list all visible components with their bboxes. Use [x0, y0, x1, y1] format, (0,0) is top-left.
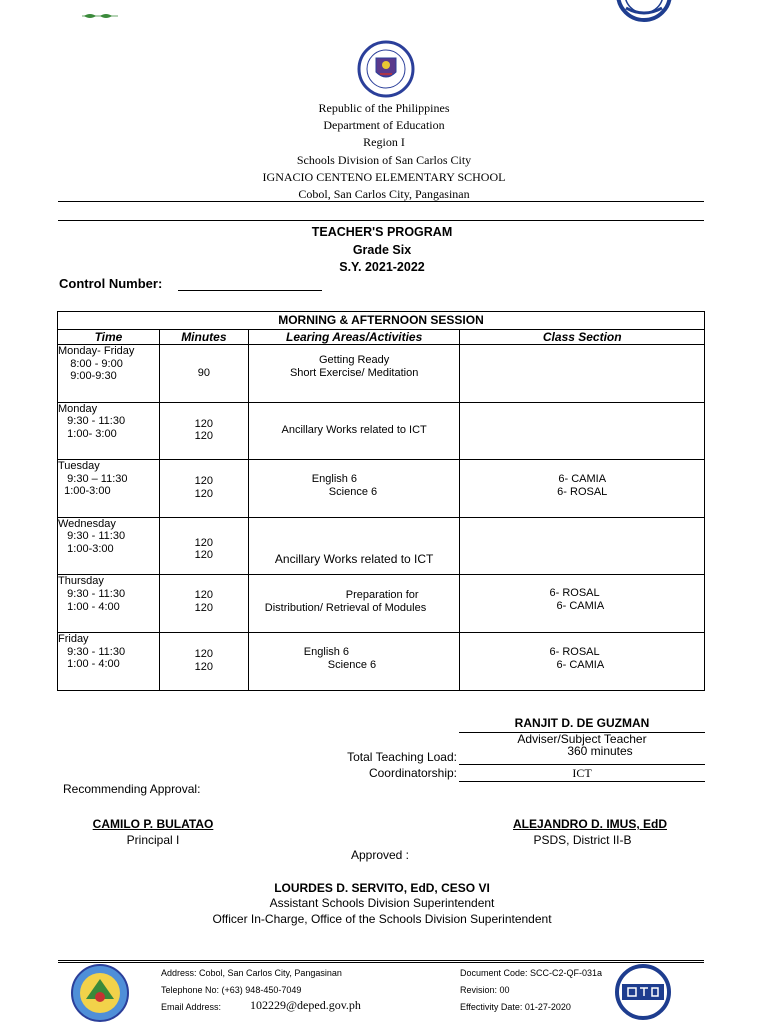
- minutes-value: 120: [194, 660, 214, 673]
- footer-divider: [58, 962, 704, 963]
- footer-address: Address: Cobol, San Carlos City, Pangasinan: [161, 968, 342, 978]
- section-cell: [460, 402, 705, 460]
- time-line: 1:00-3:00: [58, 485, 111, 498]
- activity-line: Getting Ready: [318, 354, 390, 366]
- title-school-year: S.Y. 2021-2022: [339, 260, 425, 274]
- table-row: [58, 632, 705, 690]
- time-line: 9:00-9:30: [58, 370, 117, 383]
- control-number-label: Control Number:: [59, 276, 163, 291]
- column-header-time: Time: [58, 330, 160, 345]
- activity-line: Preparation for: [345, 589, 419, 602]
- minutes-value: 120: [194, 601, 214, 614]
- table-row: [58, 517, 705, 575]
- minutes-value: 120: [194, 647, 214, 660]
- activity-line: Science 6: [328, 485, 378, 498]
- table-row: [58, 575, 705, 633]
- table-header-row: [58, 330, 705, 345]
- title-grade: Grade Six: [352, 242, 412, 257]
- header-divider-top: [58, 201, 704, 202]
- superintendent-role: Assistant Schools Division Superintendent: [269, 896, 495, 910]
- principal-role: Principal I: [126, 833, 180, 847]
- total-load-value: 360 minutes: [567, 744, 633, 758]
- activity-line: Short Exercise/ Meditation: [289, 366, 419, 379]
- control-number-blank: [178, 290, 322, 291]
- coordinatorship-label: Coordinatorship:: [368, 766, 457, 780]
- minutes-value: 90: [197, 367, 210, 379]
- minutes-cell: [159, 460, 248, 518]
- header-line-department: Department of Education: [323, 118, 445, 133]
- time-line: Tuesday: [58, 460, 100, 473]
- table-row: [58, 345, 705, 403]
- minutes-value: 120: [194, 430, 214, 443]
- minutes-value: 120: [194, 549, 214, 562]
- time-line: 9:30 - 11:30: [58, 645, 126, 658]
- activity-line: English 6: [311, 473, 358, 486]
- minutes-cell: [159, 517, 248, 575]
- total-load-label: Total Teaching Load:: [347, 750, 457, 764]
- time-line: Friday: [58, 632, 89, 645]
- section-value: 6- CAMIA: [556, 658, 605, 671]
- time-line: 9:30 - 11:30: [58, 415, 126, 428]
- signature-line: [459, 764, 705, 765]
- footer-telephone: Telephone No: (+63) 948-450-7049: [161, 985, 302, 995]
- footer-effectivity-date: Effectivity Date: 01-27-2020: [460, 1002, 571, 1012]
- activities-cell: [248, 632, 460, 690]
- time-line: Monday- Friday: [58, 345, 135, 357]
- time-cell: [58, 460, 160, 518]
- time-cell: [58, 575, 160, 633]
- minutes-value: 120: [194, 536, 214, 549]
- table-row: [58, 460, 705, 518]
- table-row: [58, 402, 705, 460]
- time-cell: [58, 345, 160, 403]
- header-line-region: Region I: [363, 135, 405, 150]
- time-line: 1:00- 3:00: [58, 427, 117, 440]
- section-cell: [460, 460, 705, 518]
- time-cell: [58, 632, 160, 690]
- decorative-ornament-icon: [80, 10, 120, 22]
- time-line: 1:00 - 4:00: [58, 600, 120, 613]
- time-line: 1:00-3:00: [58, 542, 114, 555]
- session-title: MORNING & AFTERNOON SESSION: [58, 312, 705, 330]
- activities-cell: [248, 402, 460, 460]
- section-value: 6- ROSAL: [549, 645, 600, 658]
- iso-certification-logo: [612, 0, 676, 22]
- column-header-activities: Learing Areas/Activities: [248, 330, 460, 345]
- coordinatorship-value: ICT: [572, 766, 592, 780]
- time-line: 1:00 - 4:00: [58, 658, 120, 671]
- activity-line: Distribution/ Retrieval of Modules: [264, 601, 427, 614]
- minutes-value: 120: [194, 589, 214, 602]
- footer-revision: Revision: 00: [460, 985, 510, 995]
- time-line: 9:30 - 11:30: [58, 530, 126, 543]
- sdo-logo: [70, 963, 130, 1023]
- title-program: TEACHER'S PROGRAM: [311, 225, 453, 239]
- section-value: 6- CAMIA: [556, 599, 605, 612]
- document-title: [0, 224, 764, 277]
- superintendent-office: Officer In-Charge, Office of the Schools Division Superintendent: [212, 912, 552, 926]
- time-line: Thursday: [58, 575, 104, 588]
- activity-line: Science 6: [327, 658, 377, 671]
- activity-line: English 6: [303, 645, 350, 658]
- iso-certification-logo: [610, 964, 676, 1020]
- agency-header: [0, 100, 768, 203]
- header-divider-bottom: [58, 220, 704, 221]
- minutes-cell: [159, 632, 248, 690]
- footer-document-code: Document Code: SCC-C2-QF-031a: [460, 968, 603, 978]
- minutes-value: 120: [194, 475, 214, 488]
- superintendent-name: LOURDES D. SERVITO, EdD, CESO VI: [274, 881, 490, 895]
- minutes-cell: [159, 402, 248, 460]
- section-value: 6- ROSAL: [549, 587, 600, 600]
- header-line-republic: Republic of the Philippines: [318, 101, 450, 115]
- time-line: Wednesday: [58, 517, 116, 530]
- principal-name: CAMILO P. BULATAO: [92, 817, 214, 831]
- activity-line: Ancillary Works related to ICT: [281, 423, 427, 436]
- header-line-school: IGNACIO CENTENO ELEMENTARY SCHOOL: [262, 169, 506, 184]
- section-cell: [460, 517, 705, 575]
- section-cell: [460, 575, 705, 633]
- activities-cell: [248, 575, 460, 633]
- column-header-minutes: Minutes: [159, 330, 248, 345]
- time-cell: [58, 517, 160, 575]
- activities-cell: [248, 517, 460, 575]
- time-line: Monday: [58, 402, 98, 415]
- activity-line: Ancillary Works related to ICT: [274, 551, 434, 566]
- section-cell: [460, 345, 705, 403]
- footer-divider: [58, 960, 704, 961]
- recommending-approval-label: Recommending Approval:: [63, 782, 201, 796]
- psds-name: ALEJANDRO D. IMUS, EdD: [512, 817, 667, 831]
- time-line: 8:00 - 9:00: [58, 357, 123, 370]
- approved-label: Approved :: [350, 848, 410, 862]
- activities-cell: [248, 345, 460, 403]
- time-line: 9:30 – 11:30: [58, 472, 128, 485]
- time-cell: [58, 402, 160, 460]
- psds-role: PSDS, District II-B: [533, 833, 632, 847]
- teacher-role: Adviser/Subject Teacher: [517, 732, 647, 746]
- section-value: 6- ROSAL: [557, 485, 608, 498]
- section-value: 6- CAMIA: [558, 473, 607, 486]
- section-cell: [460, 632, 705, 690]
- minutes-value: 120: [194, 417, 214, 430]
- activities-cell: [248, 460, 460, 518]
- deped-seal-logo: [352, 40, 420, 98]
- schedule-table: [57, 311, 705, 691]
- signature-line: [459, 781, 705, 782]
- header-line-address: Cobol, San Carlos City, Pangasinan: [298, 187, 470, 202]
- footer-email-value[interactable]: 102229@deped.gov.ph: [250, 998, 361, 1012]
- minutes-cell: [159, 345, 248, 403]
- minutes-value: 120: [194, 487, 214, 500]
- header-line-division: Schools Division of San Carlos City: [296, 152, 472, 167]
- time-line: 9:30 - 11:30: [58, 587, 126, 600]
- footer-email-label: Email Address:: [161, 1002, 222, 1012]
- teacher-name: RANJIT D. DE GUZMAN: [514, 716, 650, 730]
- minutes-cell: [159, 575, 248, 633]
- column-header-section: Class Section: [460, 330, 705, 345]
